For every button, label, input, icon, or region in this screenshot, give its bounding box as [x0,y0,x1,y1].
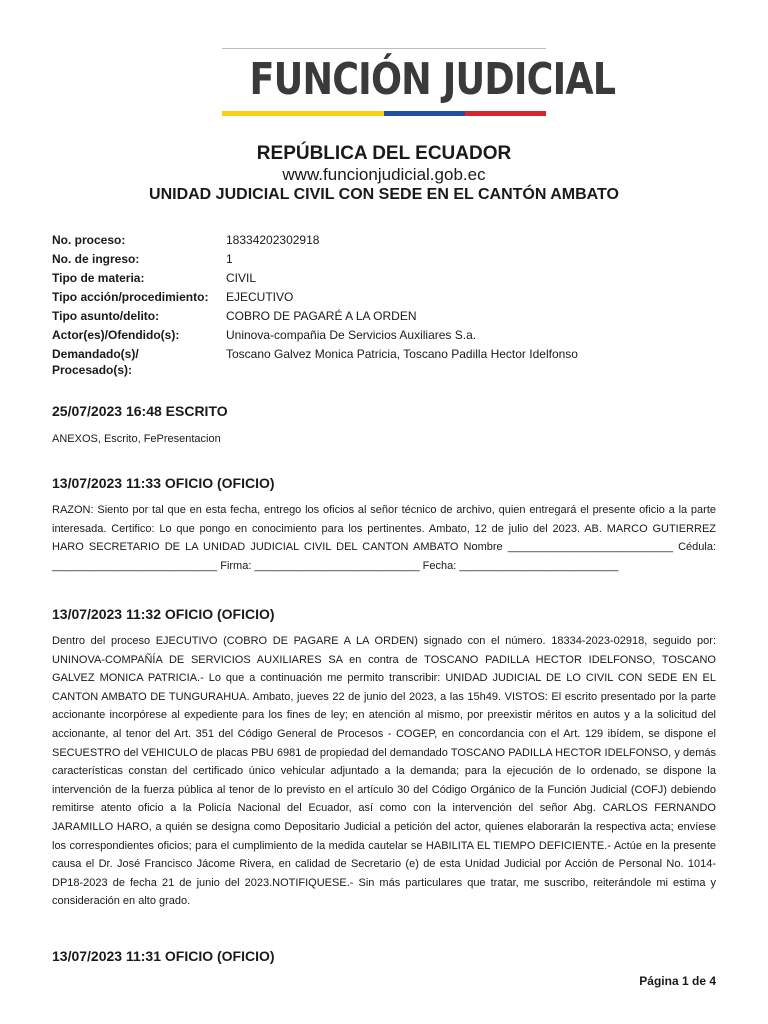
entry-body: RAZON: Siento por tal que en esta fecha, entrego los oficios al señor técnico de archivo, quien entregará el presente oficio a la parte interesada. Certifico: Lo que pongo en conocimiento para los pertinentes. Ambato, 12 de julio del 2023. AB. MARCO GUTIERREZ HARO SECRETARIO DE LA UNIDAD JUDICIAL CIVIL DEL CANTON AMBATO Nombre ___________________________ Cédula: ___________________________ Firma: ___________________________ Fecha: __________________________ [52,504,716,572]
entry-oficio-1131 [52,947,716,965]
case-info-row [52,289,722,308]
funcion-judicial-logo [222,48,616,116]
case-info-label: Tipo acción/procedimiento: [52,290,209,304]
case-info-row [52,346,722,378]
case-info-label: No. de ingreso: [52,252,140,266]
case-info-value: Toscano Galvez Monica Patricia, Toscano Padilla Hector Idelfonso [226,347,578,361]
entry-oficio-1133 [52,474,716,575]
case-info-label: No. proceso: [52,233,126,247]
case-info-table [52,232,722,378]
case-info-row [52,232,722,251]
entry-title: 13/07/2023 11:32 OFICIO (OFICIO) [52,606,275,622]
case-info-row [52,251,722,270]
case-info-label: Tipo de materia: [52,271,145,285]
case-info-value: COBRO DE PAGARÉ A LA ORDEN [226,309,417,323]
entry-body: Dentro del proceso EJECUTIVO (COBRO DE PAGARE A LA ORDEN) signado con el número. 18334-2023-02918, seguido por: UNINOVA-COMPAÑÍA DE SERVICIOS AUXILIARES SA en contra de TOSCANO PADILLA HECTOR IDELFONSO, TOSCANO GALVEZ MONICA PATRICIA.- Lo que a continuación me permito transcribir: UNIDAD JUDICIAL DE LO CIVIL CON SEDE EN EL CANTON AMBATO DE TUNGURAHUA. Ambato, jueves 22 de junio del 2023, a las 15h49. VISTOS: El escrito presentado por la parte accionante incorpórese al expediente para los fines de ley; en atención al mismo, por preexistir méritos en autos y a la solicitud del accionante, al tenor del Art. 351 del Código General de Procesos - COGEP, en concordancia con el Art. 129 ibídem, se dispone el SECUESTRO del VEHICULO de placas PBU 6981 de propiedad del demandado TOSCANO PADILLA HECTOR IDELFONSO, y demás características constan del certificado único vehicular adjuntado a la demanda; para la ejecución de lo ordenado, se dispone la intervención de la fuerza pública al tenor de lo previsto en el artículo 30 del Código Orgánico de la Función Judicial (COFJ) debiendo remitirse atento oficio a la Policía Nacional del Ecuador, así como con la intervención del señor Abg. CARLOS FERNANDO JARAMILLO HARO, a quién se designa como Depositario Judicial a petición del actor, quienes elaborarán la respectiva acta; envíese los correspondientes oficios; para el cumplimiento de la medida cautelar se HABILITA EL TIEMPO DEFICIENTE.- Actúe en la presente causa el Dr. José Francisco Jácome Rivera, en calidad de Secretario (e) de esta Unidad Judicial por Acción de Personal No. 1014-DP18-2023 de fecha 21 de junio del 2023.NOTIFIQUESE.- Sin más particulares que tratar, me suscribo, reiterándole mi estima y consideración en alto grado. [52,635,716,908]
entry-escrito [52,402,716,449]
entry-title: 25/07/2023 16:48 ESCRITO [52,403,228,419]
case-info-value: Uninova-compañia De Servicios Auxiliares S.a. [226,328,477,342]
entry-title: 13/07/2023 11:33 OFICIO (OFICIO) [52,475,275,491]
entry-body: ANEXOS, Escrito, FePresentacion [52,433,221,445]
case-info-label: Actor(es)/Ofendido(s): [52,328,180,342]
case-info-label-line2: Procesado(s): [52,363,133,377]
case-info-value: 18334202302918 [226,233,320,247]
case-info-value: EJECUTIVO [226,290,294,304]
stripe-blue [384,111,465,116]
logo-text: FUNCIÓN JUDICIAL [249,54,616,105]
case-info-value: 1 [226,252,233,266]
case-info-label [52,346,226,378]
case-info-row [52,327,722,346]
unit-heading: UNIDAD JUDICIAL CIVIL CON SEDE EN EL CANTÓN AMBATO [149,186,619,203]
logo-top-rule [222,48,546,49]
country-heading: REPÚBLICA DEL ECUADOR [256,143,512,164]
website-text: www.funcionjudicial.gob.ec [282,165,486,184]
entry-oficio-1132 [52,605,716,911]
stripe-red [465,111,546,116]
logo-flag-stripe [222,111,546,116]
entry-title: 13/07/2023 11:31 OFICIO (OFICIO) [52,948,275,964]
stripe-yellow [222,111,384,116]
case-info-row [52,308,722,327]
case-info-label-line1: Demandado(s)/ [52,347,139,361]
page-number: Página 1 de 4 [639,974,716,988]
case-info-row [52,270,722,289]
case-info-value: CIVIL [226,271,257,285]
case-info-label: Tipo asunto/delito: [52,309,160,323]
